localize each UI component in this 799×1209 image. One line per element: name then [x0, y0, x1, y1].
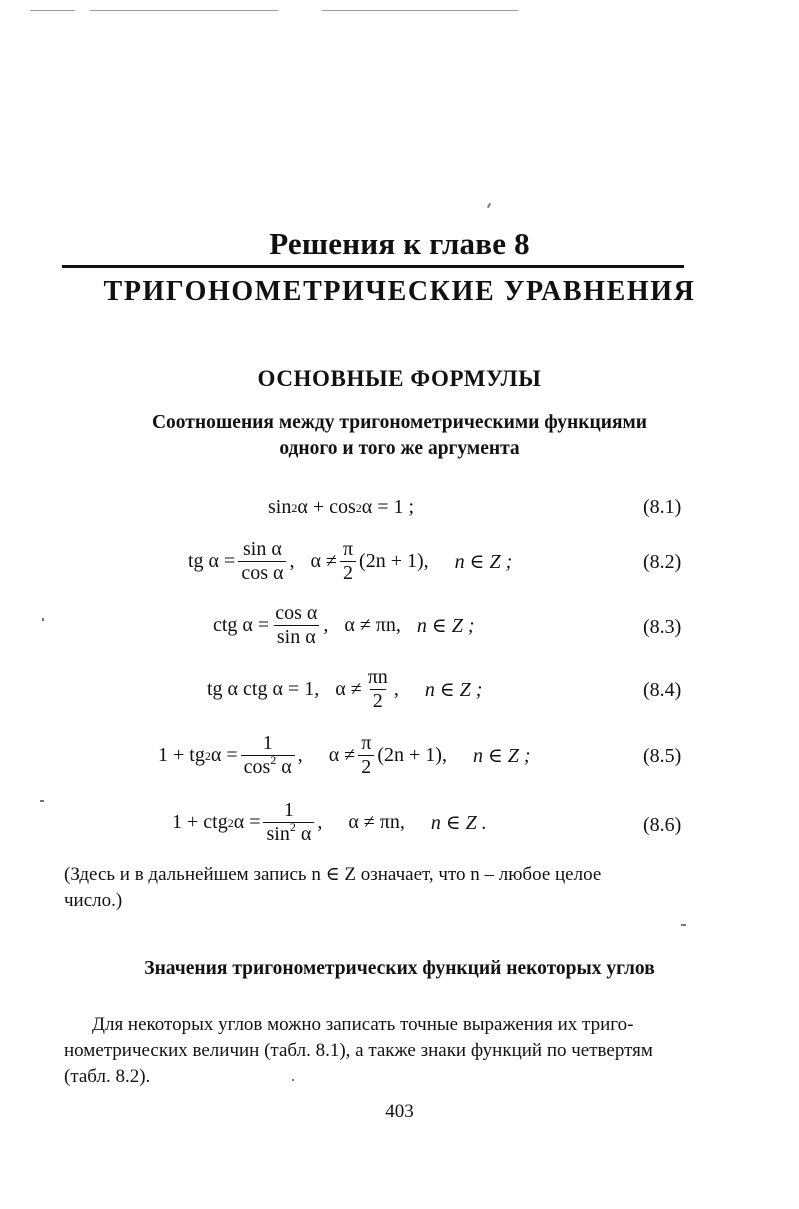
section-title: ТРИГОНОМЕТРИЧЕСКИЕ УРАВНЕНИЯ [103, 276, 696, 307]
fraction [238, 538, 286, 585]
chapter-title: Решения к главе 8 [269, 226, 530, 261]
numerator: cos α [275, 602, 318, 624]
separator: , [289, 550, 295, 572]
exponent: 2 [270, 753, 277, 767]
scan-speck [487, 203, 491, 208]
formula-8-3 [213, 602, 475, 649]
exponent: 2 [289, 820, 296, 834]
numerator: 1 [283, 799, 294, 821]
formula-text: α = 1 ; [361, 496, 415, 518]
denominator: 2 [340, 561, 356, 585]
denominator: cos α [238, 561, 286, 585]
domain-text: n ∈ Z ; [472, 745, 531, 767]
formula-8-4 [207, 666, 482, 713]
formula-8-2 [188, 538, 512, 585]
formula-text: sin [268, 496, 292, 518]
scan-speck [40, 800, 44, 802]
equation-number-8-1: (8.1) [643, 496, 682, 518]
formula-text: 1 + ctg [172, 811, 228, 833]
formula-text: tg α ctg α = 1, [207, 678, 320, 700]
equation-number-8-4: (8.4) [643, 679, 682, 701]
paragraph-line1: Для некоторых углов можно записать точные выражения их триго- [92, 1014, 634, 1035]
values-heading: Значения тригонометрических функций некоторых углов [144, 958, 655, 979]
denominator-text: α [295, 823, 312, 845]
separator: , [323, 614, 329, 636]
formula-text: α = [210, 744, 238, 766]
condition-text: α ≠ πn, [348, 811, 405, 833]
numerator: 1 [262, 732, 273, 754]
fraction [358, 732, 374, 779]
numerator: π [361, 732, 372, 754]
basic-formulas-title: ОСНОВНЫЕ ФОРМУЛЫ [257, 366, 542, 391]
formula-8-1: sin 2 α + cos 2 α = 1 ; [268, 496, 415, 518]
domain-text: n ∈ Z ; [416, 615, 475, 637]
equation-number-8-3: (8.3) [643, 616, 682, 638]
relations-title [0, 410, 799, 462]
formula-8-5: 1 + tg 2 α = $\frac{1}{\cos^2 \alpha}$ , α ≠ $\frac{\pi}{2}$ (2n + 1), n ∈ Z ; [158, 732, 531, 778]
condition-text: α ≠ [335, 678, 362, 700]
fraction [272, 602, 320, 649]
note-paragraph [64, 862, 704, 914]
fraction [241, 732, 295, 779]
domain-text: n ∈ Z ; [454, 551, 513, 573]
condition-text: (2n + 1), [377, 744, 447, 766]
note-line2: число.) [64, 890, 123, 911]
formula-text: ctg α = [213, 614, 270, 636]
numerator: πn [367, 666, 388, 688]
condition-text: α ≠ [328, 744, 356, 766]
denominator: 2 [370, 689, 386, 713]
title-rule [62, 265, 684, 268]
formula-text: 1 + tg [158, 744, 205, 766]
denominator: sin α [274, 625, 319, 649]
denominator-text: cos [243, 756, 271, 778]
fraction [340, 538, 356, 585]
denominator [241, 755, 295, 779]
scan-line [90, 10, 278, 11]
equation-number-8-6: (8.6) [643, 814, 682, 836]
formula-8-6: 1 + ctg 2 α = $\frac{1}{\sin^2 \alpha}$ , α ≠ πn, n ∈ Z . [172, 799, 487, 845]
relations-title-line2: одного и того же аргумента [279, 438, 520, 459]
condition-text: α ≠ πn, [344, 614, 401, 636]
scan-speck [42, 618, 44, 621]
scan-speck [681, 924, 686, 926]
condition-text: α ≠ [310, 550, 337, 572]
equation-number-8-2: (8.2) [643, 551, 682, 573]
denominator-text: sin [266, 823, 290, 845]
equation-number-8-5: (8.5) [643, 745, 682, 767]
numerator: sin α [242, 538, 282, 560]
separator: , [317, 811, 323, 833]
formula-text: α = [233, 811, 261, 833]
relations-title-line1: Соотношения между тригонометрическими функциями [151, 412, 648, 433]
paragraph-line2: нометрических величин (табл. 8.1), а также знаки функций по четвертям [64, 1040, 653, 1061]
scan-line [30, 10, 75, 11]
formula-text: α + cos [297, 496, 356, 518]
domain-text: n ∈ Z . [430, 812, 487, 834]
page-number: 403 [385, 1101, 414, 1122]
scan-line [322, 10, 518, 11]
note-line1: (Здесь и в дальнейшем запись n ∈ Z означает, что n – любое целое [64, 864, 602, 885]
numerator: π [342, 538, 354, 560]
denominator [263, 822, 314, 846]
formula-text: tg α = [188, 550, 236, 572]
separator: , [297, 744, 303, 766]
separator: , [393, 678, 399, 700]
paragraph-line3: (табл. 8.2). [64, 1066, 151, 1087]
denominator: 2 [358, 755, 374, 779]
condition-text: (2n + 1), [359, 550, 429, 572]
fraction [365, 666, 391, 713]
fraction [263, 799, 314, 846]
denominator-text: α [276, 756, 292, 778]
domain-text: n ∈ Z ; [424, 679, 483, 701]
intro-paragraph [64, 1012, 704, 1090]
